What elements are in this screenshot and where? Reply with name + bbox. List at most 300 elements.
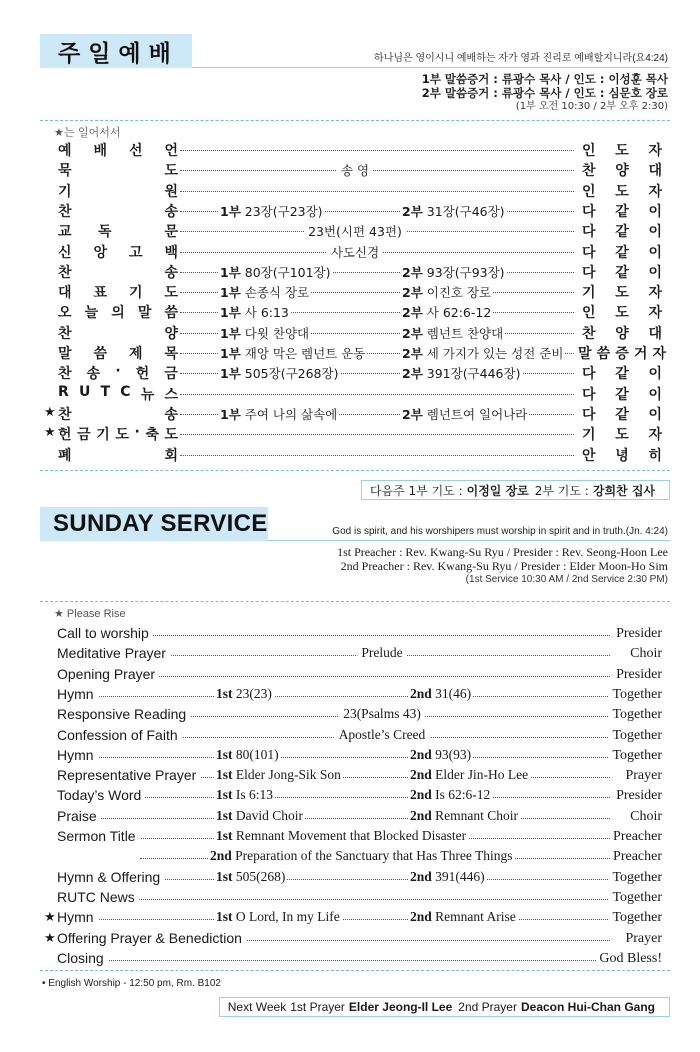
part-1-label: 1st [216,807,233,823]
leader-char: 양 [615,163,629,180]
first-service-text: 손종식 장로 [244,285,310,301]
first-service-text: 505(268) [235,868,286,884]
part-1-label: 1st [216,909,233,925]
second-service-text: Preparation of the Sanctuary that Has Three Things [235,848,513,864]
order-item-leader [582,201,662,221]
order-row [40,868,670,888]
first-service-value [218,324,311,342]
leader-char: 자 [648,427,662,444]
label-char: 헌 [135,366,150,383]
order-row [40,322,670,342]
label-char: 늘 [84,305,99,322]
label-char: 제 [128,346,143,362]
order-item-label [58,445,178,465]
korean-next-label-1: 다음주 1부 기도 : [369,483,463,498]
order-row [40,261,670,281]
dotted-leader [57,696,610,697]
label-char: 도 [164,285,178,302]
label-char: 대 [58,285,72,302]
order-row [40,644,670,664]
order-item-leader: Presider [613,626,662,642]
part-2-label: 2nd [410,868,432,884]
order-item-leader [578,343,666,363]
order-item-leader [582,221,662,241]
order-item-label [58,140,178,160]
leader-char: 다 [582,264,596,281]
english-preacher-2: 2nd Preacher : Rev. Kwang-Su Ryu / Presider : Elder Moon-Ho Sim [340,559,668,573]
first-service-value [214,767,343,783]
leader-char: 대 [648,163,662,180]
label-char: 금 [77,427,91,444]
second-service-text: Elder Jin-Ho Lee [435,767,529,783]
order-row [40,705,670,725]
label-char: 폐 [58,447,72,464]
order-row [40,685,670,705]
first-service-text: 사 6:13 [244,305,289,321]
second-service-text: 93장(구93장) [426,264,505,280]
label-char: 말 [137,305,152,322]
label-char: 찬 [58,264,72,281]
part-1-label: 1st [216,868,233,884]
part-1-label: 1부 [220,325,241,341]
first-service-value [218,263,333,281]
leader-char: 인 [582,183,596,200]
part-1-label: 1st [216,828,233,843]
part-1-label: 1st [216,746,233,762]
leader-char: 씀 [596,346,611,362]
leader-char: 다 [582,244,596,261]
korean-rise-note: ★는 일어서서 [54,126,121,139]
order-item-label: Confession of Faith [57,727,182,743]
order-row [40,807,670,827]
label-char: 묵 [58,163,72,180]
leader-char: 이 [648,224,662,241]
label-char: 기 [96,427,110,444]
korean-next-label-2: 2부 기도 : [534,483,589,498]
korean-bulletin [40,34,670,498]
english-service-time: (1st Service 10:30 AM / 2nd Service 2:30 PM) [465,574,668,585]
leader-char: 다 [582,386,596,403]
second-service-text: Remnant Arise [435,909,516,925]
first-service-text: 주여 나의 삶속에 [244,406,338,422]
star-icon: ★ [44,930,56,946]
label-char: · [115,363,121,380]
order-row [40,383,670,403]
order-item-leader [582,160,662,180]
first-service-value [218,202,325,220]
leader-char: 기 [582,427,596,444]
korean-title-box [40,34,192,68]
leader-char: 말 [578,346,592,362]
order-item-label [58,282,178,302]
order-item-leader: Presider [613,788,662,804]
first-service-text: 다윗 찬양대 [244,325,310,341]
order-row [40,301,670,321]
part-1-label: 1부 [220,406,241,422]
order-row [40,908,670,928]
first-service-text: 23장(구23장) [244,203,323,219]
label-char: 도 [164,427,178,444]
second-service-value [400,202,507,220]
part-2-label: 2nd [210,848,232,864]
label-char: 오 [58,305,72,322]
leader-char: 자 [648,305,662,322]
label-char: 의 [111,305,125,322]
english-title-bar [40,507,670,541]
order-row [40,220,670,240]
korean-next-name-2: 강희찬 집사 [592,483,655,498]
part-1-label: 1부 [220,346,241,361]
label-char: 찬 [58,406,72,423]
label-char: · [134,424,140,441]
order-row [40,949,670,969]
order-row [40,726,670,746]
part-2-label: 2nd [410,787,432,803]
leader-char: 인 [582,143,596,159]
first-service-text: David Choir [235,807,303,823]
part-1-label: 1부 [220,366,241,382]
order-item-center: Apostle’s Creed [335,727,430,743]
first-service-value [214,787,275,803]
label-char: 말 [58,346,72,362]
order-item-label: Hymn [57,747,98,763]
order-item-label [58,262,178,282]
star-icon: ★ [44,910,56,926]
leader-char: 같 [615,406,629,423]
korean-service-time: (1부 오전 10:30 / 2부 오후 2:30) [515,101,668,112]
second-service-value [400,405,529,423]
dotted-leader [180,455,574,456]
leader-char: 도 [615,285,629,302]
leader-char: 거 [633,346,648,362]
order-item-label: Call to worship [57,625,153,641]
dotted-leader [180,150,574,151]
order-item-label: Hymn [57,686,98,702]
label-char: 고 [128,244,143,261]
leader-char: 도 [615,427,629,444]
leader-char: 찬 [582,163,596,180]
order-item-leader [582,363,662,383]
part-2-label: 2부 [402,366,423,382]
english-next-label-1: 1st Prayer [290,1000,345,1014]
second-service-value [208,848,514,864]
leader-char: 같 [615,386,629,403]
order-item-label [58,181,178,201]
order-item-leader: Together [609,728,662,744]
order-item-leader: Together [609,748,662,764]
korean-order-box [40,120,670,471]
label-char: 송 [86,366,101,383]
english-title-box [40,507,268,541]
second-service-value [400,263,507,281]
order-item-label [58,424,178,444]
korean-preacher-1: 1부 말씀증거 : 류광수 목사 / 인도 : 이성훈 목사 [421,72,668,86]
korean-verse: 하나님은 영이시니 예배하는 자가 영과 진리로 예배할지니라(요4:24) [374,53,668,64]
english-next-label: Next Week [227,1000,287,1014]
order-item-leader: Choir [627,809,662,825]
part-2-label: 2부 [402,406,423,422]
order-row [40,847,670,867]
first-service-text: 재앙 막은 렘넌트 운동 [244,346,366,361]
second-service-text: 31장(구46장) [426,203,505,219]
english-next-name-1: Elder Jeong-Il Lee [348,1000,453,1014]
leader-char: 같 [615,244,629,261]
order-item-label: RUTC News [57,889,139,905]
order-item-label: Opening Prayer [57,666,159,682]
english-title: SUNDAY SERVICE [53,510,268,537]
label-char: 원 [164,183,178,200]
order-item-leader [582,424,662,444]
order-item-label: Offering Prayer & Benediction [57,930,246,946]
order-item-center: Prelude [357,645,406,661]
order-item-center: 사도신경 [327,243,383,261]
leader-char: 이 [648,386,662,403]
second-service-text: 31(46) [435,685,472,701]
part-1-label: 1st [216,767,233,783]
korean-title-bar [40,34,670,68]
second-service-text: 391(446) [435,868,485,884]
order-item-leader [582,323,662,343]
order-item-label [58,201,178,221]
label-char: U [78,383,91,400]
english-verse: God is spirit, and his worshipers must worship in spirit and in truth.(Jn. 4:24) [332,526,668,537]
korean-next-week [361,480,670,500]
dotted-leader [180,170,574,171]
order-item-leader: Together [609,687,662,703]
leader-char: 이 [648,203,662,220]
part-1-label: 1st [216,685,233,701]
first-service-text: Is 6:13 [235,787,273,803]
order-item-label: Hymn [57,909,98,925]
order-item-label: Responsive Reading [57,706,190,722]
order-item-leader [582,302,662,322]
label-char: 배 [93,143,108,159]
star-icon: ★ [44,425,56,441]
label-char: 양 [164,325,178,342]
leader-char: 증 [615,346,629,362]
order-item-label: Hymn & Offering [57,869,164,885]
leader-char: 같 [615,264,629,281]
part-2-label: 2nd [410,807,432,823]
order-item-leader: Prayer [622,931,662,947]
label-char: 기 [128,285,143,302]
order-item-leader: Together [609,707,662,723]
second-service-value [400,303,493,321]
order-row [40,929,670,949]
order-item-leader: Prayer [622,768,662,784]
order-item-label [58,363,178,383]
label-char: 회 [164,447,178,464]
first-service-value [218,405,339,423]
korean-next-name-1: 이정일 장로 [466,483,529,498]
order-item-leader: Together [609,890,662,906]
korean-preacher-2: 2부 말씀증거 : 류광수 목사 / 인도 : 심문호 장로 [421,86,668,100]
order-item-leader [582,262,662,282]
part-2-label: 2nd [410,767,432,783]
order-item-leader [582,445,662,465]
english-order-box [40,601,670,971]
part-1-label: 1부 [220,264,241,280]
second-service-value [408,808,520,824]
leader-char: 이 [648,244,662,261]
leader-char: 같 [615,203,629,220]
first-service-value [214,808,305,824]
leader-char: 양 [615,325,629,342]
part-1-label: 1부 [220,305,241,321]
order-row [40,786,670,806]
english-preacher-1: 1st Preacher : Rev. Kwang-Su Ryu / Presider : Rev. Seong-Hoon Lee [337,545,668,559]
second-service-text: 이진호 장로 [426,285,492,301]
label-char: 찬 [58,366,72,383]
second-service-value [400,344,565,362]
label-char: 송 [164,406,178,423]
order-item-leader [582,404,662,424]
leader-char: 이 [648,406,662,423]
label-char: 송 [164,203,178,220]
order-row [40,665,670,685]
order-row [40,200,670,220]
label-char: 뉴 [140,386,155,403]
order-row [40,241,670,261]
order-item-leader [582,242,662,262]
label-char: 예 [58,143,72,159]
label-char: 교 [58,224,72,241]
english-preachers [40,545,670,586]
first-service-value [214,686,274,702]
order-row [40,827,670,847]
second-service-value [408,686,473,702]
leader-char: 같 [615,366,629,383]
label-char: 씀 [93,346,108,362]
second-service-value [408,747,473,763]
label-char: 표 [93,285,108,302]
leader-char: 같 [615,224,629,241]
order-item-leader: Presider [613,667,662,683]
leader-char: 녕 [615,447,629,464]
order-item-label [58,221,178,241]
leader-char: 다 [582,224,596,241]
label-char: 백 [164,244,178,261]
first-service-text: O Lord, In my Life [235,909,340,925]
second-service-value [400,364,522,382]
second-service-value [408,869,487,885]
order-item-leader: Preacher [610,829,662,845]
dotted-leader [180,191,574,192]
label-char: 목 [164,346,178,362]
dotted-leader [57,960,610,961]
part-2-label: 2부 [402,305,423,321]
first-service-value [214,909,342,925]
label-char: 문 [164,224,178,241]
label-char: 앙 [93,244,108,261]
order-row [40,766,670,786]
second-service-text: 93(93) [435,746,472,762]
leader-char: 도 [615,143,629,159]
english-bulletin [40,507,670,1014]
label-char: 씀 [164,305,178,322]
order-item-label: Representative Prayer [57,767,200,783]
order-item-label: Praise [57,808,101,824]
order-item-label: Today’s Word [57,787,145,803]
label-char: T [100,383,111,400]
korean-title: 주일예배 [58,40,179,67]
order-item-label [58,242,178,262]
order-item-label [58,323,178,343]
english-worship-note: • English Worship - 12:50 pm, Rm. B102 [42,978,221,989]
dotted-leader [57,757,610,758]
leader-char: 다 [582,203,596,220]
dotted-leader [57,818,610,819]
second-service-text: 세 가지가 있는 성전 준비 [426,346,564,361]
star-icon: ★ [44,404,56,420]
first-service-value [214,747,281,763]
second-service-value [400,324,505,342]
order-row [40,139,670,159]
label-char: R [58,383,69,400]
order-item-center: 23번(시편 43편) [304,222,406,240]
leader-char: 다 [582,366,596,383]
leader-char: 안 [582,447,596,464]
dotted-leader [57,899,610,900]
first-service-text: Remnant Movement that Blocked Disaster [235,828,467,843]
order-item-leader [582,384,662,404]
leader-char: 대 [648,325,662,342]
first-service-value [218,303,291,321]
part-1-label: 1부 [220,285,241,301]
order-item-label [58,343,178,363]
order-row [40,180,670,200]
leader-char: 자 [648,285,662,302]
order-item-leader: God Bless! [596,951,662,967]
label-char: 금 [164,366,178,383]
label-char: 헌 [58,427,72,444]
first-service-text: Elder Jong-Sik Son [235,767,341,783]
english-next-name-2: Deacon Hui-Chan Gang [520,1000,655,1014]
label-char: 기 [58,183,72,200]
order-item-label [58,160,178,180]
leader-char: 자 [648,143,662,159]
order-row [40,423,670,443]
label-char: 축 [145,427,159,444]
leader-char: 찬 [582,325,596,342]
order-item-label [58,302,178,322]
order-item-label [58,404,178,424]
label-char: 찬 [58,203,72,220]
label-char: 송 [164,264,178,281]
second-service-text: Remnant Choir [435,807,519,823]
order-row [40,888,670,908]
order-item-center: 송 영 [337,161,373,179]
part-2-label: 2부 [402,346,423,361]
korean-preachers [40,72,670,113]
order-row [40,159,670,179]
leader-char: 도 [615,183,629,200]
order-row [40,342,670,362]
first-service-text: 80(101) [235,746,279,762]
order-item-leader: Choir [627,646,662,662]
first-service-value [218,344,367,362]
leader-char: 기 [582,285,596,302]
first-service-value [218,283,311,301]
label-char: 선 [128,143,143,159]
part-2-label: 2부 [402,203,423,219]
second-service-text: 사 62:6-12 [426,305,492,321]
first-service-value [214,869,287,885]
order-item-label: Sermon Title [57,828,140,844]
second-service-value [408,787,492,803]
label-char: 찬 [58,325,72,342]
label-char: 스 [164,386,178,403]
